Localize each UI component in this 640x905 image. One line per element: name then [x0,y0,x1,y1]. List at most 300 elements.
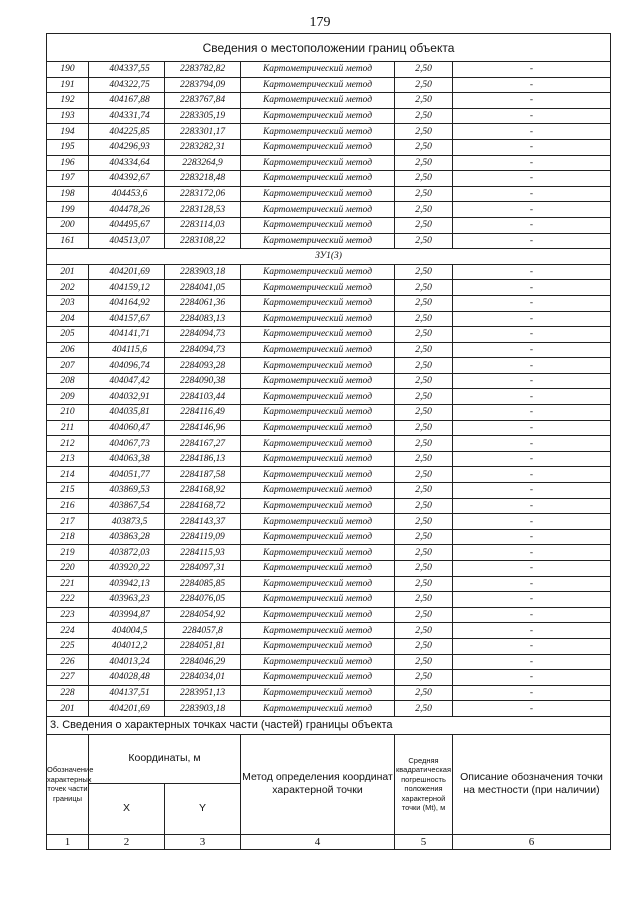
column-numbers-row [47,834,611,849]
x-coord-cell: 403963,23 [89,592,165,608]
x-coord-cell: 404331,74 [89,108,165,124]
y-coord-cell: 2284168,92 [165,483,241,499]
x-coord-cell: 404164,92 [89,295,165,311]
table-row [47,483,611,499]
table-row [47,545,611,561]
method-cell: Картометрический метод [241,342,395,358]
y-coord-cell: 2284057,8 [165,623,241,639]
y-coord-cell: 2283114,03 [165,217,241,233]
table-row [47,389,611,405]
method-cell: Картометрический метод [241,576,395,592]
table-row [47,451,611,467]
point-id-cell: 206 [47,342,89,358]
description-cell: - [453,217,611,233]
description-cell: - [453,405,611,421]
accuracy-cell: 2,50 [395,264,453,280]
table-row [47,202,611,218]
point-id-cell: 216 [47,498,89,514]
description-cell: - [453,638,611,654]
description-cell: - [453,124,611,140]
accuracy-cell: 2,50 [395,171,453,187]
description-cell: - [453,561,611,577]
point-id-cell: 210 [47,405,89,421]
y-coord-cell: 2284041,05 [165,280,241,296]
method-cell: Картометрический метод [241,93,395,109]
x-coord-cell: 404047,42 [89,373,165,389]
group-row [47,249,611,265]
x-coord-cell: 404334,64 [89,155,165,171]
method-cell: Картометрический метод [241,592,395,608]
y-coord-cell: 2283951,13 [165,685,241,701]
table-row [47,77,611,93]
point-id-cell: 226 [47,654,89,670]
point-id-cell: 220 [47,561,89,577]
y-coord-cell: 2283128,53 [165,202,241,218]
point-id-cell: 223 [47,607,89,623]
x-coord-cell: 404067,73 [89,436,165,452]
page-number: 179 [309,15,331,30]
y-coord-cell: 2284061,36 [165,295,241,311]
x-coord-cell: 404028,48 [89,670,165,686]
description-cell: - [453,467,611,483]
accuracy-cell: 2,50 [395,670,453,686]
accuracy-cell: 2,50 [395,62,453,78]
table-row [47,420,611,436]
section-title-row [47,34,611,62]
x-coord-cell: 404513,07 [89,233,165,249]
point-id-cell: 227 [47,670,89,686]
table-row [47,701,611,717]
x-coord-cell: 404032,91 [89,389,165,405]
section3-title-row [47,716,611,734]
x-coord-cell: 403869,53 [89,483,165,499]
column-number: 5 [395,834,453,849]
accuracy-cell: 2,50 [395,77,453,93]
accuracy-cell: 2,50 [395,327,453,343]
accuracy-cell: 2,50 [395,93,453,109]
accuracy-cell: 2,50 [395,498,453,514]
point-id-cell: 217 [47,514,89,530]
description-cell: - [453,373,611,389]
point-id-cell: 190 [47,62,89,78]
group-label: ЗУ1(3) [47,249,611,265]
y-coord-cell: 2284167,27 [165,436,241,452]
y-coord-cell: 2284116,49 [165,405,241,421]
table-row [47,592,611,608]
point-id-cell: 224 [47,623,89,639]
table-row [47,108,611,124]
x-coord-cell: 403872,03 [89,545,165,561]
table-row [47,295,611,311]
method-cell: Картометрический метод [241,498,395,514]
method-cell: Картометрический метод [241,451,395,467]
x-coord-cell: 403994,87 [89,607,165,623]
accuracy-cell: 2,50 [395,529,453,545]
accuracy-cell: 2,50 [395,155,453,171]
point-id-cell: 193 [47,108,89,124]
y-coord-cell: 2283108,22 [165,233,241,249]
y-coord-cell: 2283264,9 [165,155,241,171]
description-cell: - [453,233,611,249]
x-coord-cell: 404322,75 [89,77,165,93]
point-id-cell: 201 [47,701,89,717]
point-id-cell: 228 [47,685,89,701]
description-cell: - [453,62,611,78]
accuracy-cell: 2,50 [395,561,453,577]
table-row [47,467,611,483]
method-cell: Картометрический метод [241,467,395,483]
y-coord-cell: 2284051,81 [165,638,241,654]
y-coord-cell: 2284083,13 [165,311,241,327]
method-cell: Картометрический метод [241,529,395,545]
method-cell: Картометрический метод [241,701,395,717]
point-id-cell: 209 [47,389,89,405]
x-coord-cell: 403863,28 [89,529,165,545]
point-id-cell: 211 [47,420,89,436]
table-row [47,623,611,639]
method-cell: Картометрический метод [241,217,395,233]
y-coord-cell: 2283172,06 [165,186,241,202]
description-cell: - [453,654,611,670]
description-cell: - [453,186,611,202]
accuracy-cell: 2,50 [395,685,453,701]
description-cell: - [453,576,611,592]
description-cell: - [453,451,611,467]
accuracy-cell: 2,50 [395,576,453,592]
accuracy-cell: 2,50 [395,592,453,608]
point-id-cell: 225 [47,638,89,654]
x-coord-cell: 403867,54 [89,498,165,514]
description-cell: - [453,342,611,358]
column-number: 2 [89,834,165,849]
point-id-cell: 208 [47,373,89,389]
description-cell: - [453,295,611,311]
accuracy-cell: 2,50 [395,467,453,483]
method-cell: Картометрический метод [241,545,395,561]
x-coord-cell: 404201,69 [89,701,165,717]
description-cell: - [453,108,611,124]
x-coord-cell: 404225,85 [89,124,165,140]
y-coord-cell: 2284094,73 [165,327,241,343]
point-id-cell: 196 [47,155,89,171]
table-row [47,155,611,171]
y-coord-cell: 2283767,84 [165,93,241,109]
point-id-cell: 221 [47,576,89,592]
description-cell: - [453,327,611,343]
x-coord-cell: 404013,24 [89,654,165,670]
header-row [47,734,611,783]
method-cell: Картометрический метод [241,670,395,686]
accuracy-cell: 2,50 [395,545,453,561]
method-cell: Картометрический метод [241,186,395,202]
header-y: Y [165,783,241,834]
x-coord-cell: 404060,47 [89,420,165,436]
method-cell: Картометрический метод [241,62,395,78]
description-cell: - [453,529,611,545]
table-row [47,529,611,545]
table-row [47,654,611,670]
y-coord-cell: 2283794,09 [165,77,241,93]
description-cell: - [453,77,611,93]
y-coord-cell: 2284085,85 [165,576,241,592]
method-cell: Картометрический метод [241,623,395,639]
header-x: X [89,783,165,834]
column-number: 4 [241,834,395,849]
point-id-cell: 205 [47,327,89,343]
point-id-cell: 198 [47,186,89,202]
accuracy-cell: 2,50 [395,124,453,140]
table-row [47,405,611,421]
table-row [47,217,611,233]
method-cell: Картометрический метод [241,358,395,374]
x-coord-cell: 404201,69 [89,264,165,280]
table-row [47,327,611,343]
point-id-cell: 195 [47,139,89,155]
description-cell: - [453,514,611,530]
method-cell: Картометрический метод [241,685,395,701]
description-cell: - [453,280,611,296]
accuracy-cell: 2,50 [395,389,453,405]
table-row [47,561,611,577]
accuracy-cell: 2,50 [395,483,453,499]
point-id-cell: 213 [47,451,89,467]
table-row [47,607,611,623]
y-coord-cell: 2284046,29 [165,654,241,670]
table-row [47,264,611,280]
point-id-cell: 197 [47,171,89,187]
method-cell: Картометрический метод [241,420,395,436]
point-id-cell: 214 [47,467,89,483]
y-coord-cell: 2283301,17 [165,124,241,140]
x-coord-cell: 404495,67 [89,217,165,233]
x-coord-cell: 404159,12 [89,280,165,296]
header-coordinates: Координаты, м [89,734,241,783]
table-row [47,186,611,202]
point-id-cell: 192 [47,93,89,109]
x-coord-cell: 404453,6 [89,186,165,202]
method-cell: Картометрический метод [241,108,395,124]
x-coord-cell: 404337,55 [89,62,165,78]
description-cell: - [453,592,611,608]
description-cell: - [453,202,611,218]
accuracy-cell: 2,50 [395,139,453,155]
header-accuracy: Средняя квадратическая погрешность положения характерной точки (Mt), м [395,734,453,834]
x-coord-cell: 404004,5 [89,623,165,639]
description-cell: - [453,389,611,405]
description-cell: - [453,670,611,686]
method-cell: Картометрический метод [241,436,395,452]
description-cell: - [453,155,611,171]
table-row [47,342,611,358]
accuracy-cell: 2,50 [395,342,453,358]
x-coord-cell: 404141,71 [89,327,165,343]
method-cell: Картометрический метод [241,124,395,140]
description-cell: - [453,701,611,717]
accuracy-cell: 2,50 [395,358,453,374]
accuracy-cell: 2,50 [395,405,453,421]
x-coord-cell: 403942,13 [89,576,165,592]
method-cell: Картометрический метод [241,483,395,499]
y-coord-cell: 2284034,01 [165,670,241,686]
description-cell: - [453,545,611,561]
table-row [47,498,611,514]
y-coord-cell: 2283305,19 [165,108,241,124]
point-id-cell: 199 [47,202,89,218]
accuracy-cell: 2,50 [395,373,453,389]
description-cell: - [453,420,611,436]
method-cell: Картометрический метод [241,77,395,93]
method-cell: Картометрический метод [241,514,395,530]
x-coord-cell: 404137,51 [89,685,165,701]
accuracy-cell: 2,50 [395,217,453,233]
y-coord-cell: 2283903,18 [165,701,241,717]
table-row [47,373,611,389]
method-cell: Картометрический метод [241,607,395,623]
description-cell: - [453,264,611,280]
table-row [47,171,611,187]
method-cell: Картометрический метод [241,561,395,577]
method-cell: Картометрический метод [241,327,395,343]
y-coord-cell: 2283782,82 [165,62,241,78]
table-row [47,124,611,140]
y-coord-cell: 2283903,18 [165,264,241,280]
description-cell: - [453,358,611,374]
x-coord-cell: 404012,2 [89,638,165,654]
column-number: 6 [453,834,611,849]
table-row [47,576,611,592]
x-coord-cell: 403920,22 [89,561,165,577]
x-coord-cell: 404478,26 [89,202,165,218]
method-cell: Картометрический метод [241,373,395,389]
accuracy-cell: 2,50 [395,295,453,311]
table-row [47,514,611,530]
accuracy-cell: 2,50 [395,202,453,218]
method-cell: Картометрический метод [241,139,395,155]
accuracy-cell: 2,50 [395,186,453,202]
point-id-cell: 203 [47,295,89,311]
accuracy-cell: 2,50 [395,514,453,530]
description-cell: - [453,483,611,499]
table-row [47,233,611,249]
x-coord-cell: 404035,81 [89,405,165,421]
table-row [47,139,611,155]
accuracy-cell: 2,50 [395,108,453,124]
point-id-cell: 215 [47,483,89,499]
method-cell: Картометрический метод [241,405,395,421]
y-coord-cell: 2284119,09 [165,529,241,545]
table-row [47,311,611,327]
point-id-cell: 212 [47,436,89,452]
method-cell: Картометрический метод [241,233,395,249]
y-coord-cell: 2283282,31 [165,139,241,155]
method-cell: Картометрический метод [241,171,395,187]
accuracy-cell: 2,50 [395,420,453,436]
section3-title: 3. Сведения о характерных точках части (частей) границы объекта [47,716,611,734]
table-row [47,93,611,109]
method-cell: Картометрический метод [241,654,395,670]
y-coord-cell: 2284103,44 [165,389,241,405]
method-cell: Картометрический метод [241,295,395,311]
y-coord-cell: 2284143,37 [165,514,241,530]
description-cell: - [453,171,611,187]
method-cell: Картометрический метод [241,280,395,296]
y-coord-cell: 2284187,58 [165,467,241,483]
description-cell: - [453,498,611,514]
accuracy-cell: 2,50 [395,311,453,327]
table-row [47,280,611,296]
header-description: Описание обозначения точки на местности (при наличии) [453,734,611,834]
y-coord-cell: 2284146,96 [165,420,241,436]
method-cell: Картометрический метод [241,638,395,654]
x-coord-cell: 404051,77 [89,467,165,483]
point-id-cell: 219 [47,545,89,561]
table-row [47,62,611,78]
description-cell: - [453,139,611,155]
x-coord-cell: 404115,6 [89,342,165,358]
description-cell: - [453,311,611,327]
point-id-cell: 204 [47,311,89,327]
y-coord-cell: 2283218,48 [165,171,241,187]
x-coord-cell: 404157,67 [89,311,165,327]
point-id-cell: 200 [47,217,89,233]
boundary-table [46,33,611,850]
description-cell: - [453,685,611,701]
y-coord-cell: 2284168,72 [165,498,241,514]
x-coord-cell: 404063,38 [89,451,165,467]
x-coord-cell: 404296,93 [89,139,165,155]
header-point-id: Обозначение характерных точек части границы [47,734,89,834]
point-id-cell: 191 [47,77,89,93]
point-id-cell: 194 [47,124,89,140]
method-cell: Картометрический метод [241,311,395,327]
y-coord-cell: 2284186,13 [165,451,241,467]
section-title: Сведения о местоположении границ объекта [47,34,611,62]
y-coord-cell: 2284090,38 [165,373,241,389]
table-row [47,436,611,452]
description-cell: - [453,607,611,623]
method-cell: Картометрический метод [241,264,395,280]
accuracy-cell: 2,50 [395,654,453,670]
header-method: Метод определения координат характерной точки [241,734,395,834]
column-number: 3 [165,834,241,849]
accuracy-cell: 2,50 [395,623,453,639]
accuracy-cell: 2,50 [395,233,453,249]
y-coord-cell: 2284054,92 [165,607,241,623]
y-coord-cell: 2284076,05 [165,592,241,608]
accuracy-cell: 2,50 [395,436,453,452]
accuracy-cell: 2,50 [395,280,453,296]
accuracy-cell: 2,50 [395,638,453,654]
y-coord-cell: 2284097,31 [165,561,241,577]
accuracy-cell: 2,50 [395,451,453,467]
description-cell: - [453,623,611,639]
method-cell: Картометрический метод [241,202,395,218]
column-number: 1 [47,834,89,849]
point-id-cell: 161 [47,233,89,249]
accuracy-cell: 2,50 [395,701,453,717]
x-coord-cell: 403873,5 [89,514,165,530]
point-id-cell: 218 [47,529,89,545]
point-id-cell: 201 [47,264,89,280]
y-coord-cell: 2284093,28 [165,358,241,374]
point-id-cell: 202 [47,280,89,296]
y-coord-cell: 2284115,93 [165,545,241,561]
accuracy-cell: 2,50 [395,607,453,623]
x-coord-cell: 404167,88 [89,93,165,109]
point-id-cell: 222 [47,592,89,608]
y-coord-cell: 2284094,73 [165,342,241,358]
description-cell: - [453,93,611,109]
